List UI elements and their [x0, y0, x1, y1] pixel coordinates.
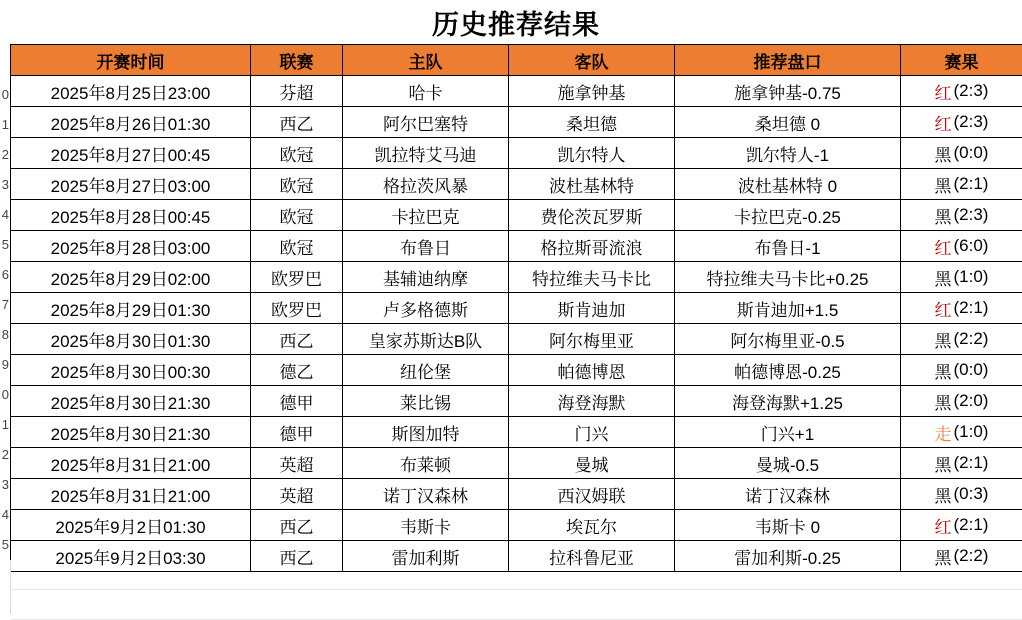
result-score: (2:3) — [954, 81, 989, 101]
result-score: (2:1) — [954, 515, 989, 535]
cell-home-team[interactable]: 卢多格德斯 — [343, 293, 509, 324]
cell-league[interactable]: 西乙 — [251, 107, 343, 138]
cell-result[interactable] — [901, 510, 1022, 541]
row-number[interactable] — [0, 44, 10, 80]
table-row — [11, 76, 1022, 107]
cell-league[interactable]: 欧冠 — [251, 138, 343, 169]
row-number[interactable]: 7 — [0, 290, 10, 320]
header-row — [11, 45, 1022, 76]
cell-home-team[interactable]: 基辅迪纳摩 — [343, 262, 509, 293]
cell-home-team[interactable]: 诺丁汉森林 — [343, 479, 509, 510]
cell-time[interactable]: 2025年8月28日00:45 — [11, 200, 251, 231]
cell-result[interactable] — [901, 76, 1022, 107]
cell-league[interactable]: 欧冠 — [251, 200, 343, 231]
result-mark: 黑 — [935, 265, 952, 290]
empty-row[interactable] — [11, 590, 1022, 620]
cell-pick[interactable]: 桑坦德 0 — [675, 107, 901, 138]
result-mark: 红 — [935, 110, 952, 135]
cell-time[interactable]: 2025年9月2日03:30 — [11, 541, 251, 572]
row-number[interactable] — [0, 0, 10, 44]
cell-away-team[interactable]: 拉科鲁尼亚 — [509, 541, 675, 572]
cell-league[interactable]: 西乙 — [251, 510, 343, 541]
table-row — [11, 262, 1022, 293]
cell-league[interactable]: 西乙 — [251, 541, 343, 572]
result-score: (1:0) — [954, 422, 989, 442]
result-mark: 黑 — [935, 172, 952, 197]
result-mark: 黑 — [935, 141, 952, 166]
table-row — [11, 107, 1022, 138]
result-score: (2:3) — [954, 112, 989, 132]
result-mark: 红 — [935, 296, 952, 321]
title-band — [10, 0, 1022, 44]
cell-away-team[interactable]: 阿尔梅里亚 — [509, 324, 675, 355]
cell-pick[interactable]: 雷加利斯-0.25 — [675, 541, 901, 572]
result-mark: 黑 — [935, 203, 952, 228]
cell-home-team[interactable]: 莱比锡 — [343, 386, 509, 417]
column-header-home[interactable]: 主队 — [343, 45, 509, 76]
table-row — [11, 355, 1022, 386]
cell-league[interactable]: 英超 — [251, 479, 343, 510]
cell-time[interactable]: 2025年8月29日02:00 — [11, 262, 251, 293]
cell-time[interactable]: 2025年9月2日01:30 — [11, 510, 251, 541]
cell-time[interactable]: 2025年8月27日00:45 — [11, 138, 251, 169]
cell-result[interactable] — [901, 355, 1022, 386]
cell-away-team[interactable]: 西汉姆联 — [509, 479, 675, 510]
cell-home-team[interactable]: 雷加利斯 — [343, 541, 509, 572]
cell-away-team[interactable]: 海登海默 — [509, 386, 675, 417]
result-mark: 红 — [935, 234, 952, 259]
cell-result[interactable] — [901, 262, 1022, 293]
column-header-away[interactable]: 客队 — [509, 45, 675, 76]
cell-time[interactable]: 2025年8月26日01:30 — [11, 107, 251, 138]
cell-result[interactable] — [901, 293, 1022, 324]
cell-pick[interactable]: 阿尔梅里亚-0.5 — [675, 324, 901, 355]
cell-home-team[interactable]: 斯图加特 — [343, 417, 509, 448]
cell-time[interactable]: 2025年8月30日00:30 — [11, 355, 251, 386]
cell-time[interactable]: 2025年8月25日23:00 — [11, 76, 251, 107]
result-score: (6:0) — [954, 236, 989, 256]
cell-pick[interactable]: 凯尔特人-1 — [675, 138, 901, 169]
table-row — [11, 324, 1022, 355]
table-row — [11, 448, 1022, 479]
cell-result[interactable] — [901, 386, 1022, 417]
cell-pick[interactable]: 卡拉巴克-0.25 — [675, 200, 901, 231]
result-mark: 黑 — [935, 482, 952, 507]
cell-away-team[interactable]: 特拉维夫马卡比 — [509, 262, 675, 293]
cell-away-team[interactable]: 费伦茨瓦罗斯 — [509, 200, 675, 231]
result-score: (2:3) — [954, 205, 989, 225]
table-header — [11, 45, 1022, 76]
column-header-time[interactable]: 开赛时间 — [11, 45, 251, 76]
result-score: (2:1) — [954, 174, 989, 194]
row-number[interactable]: 6 — [0, 260, 10, 290]
cell-away-team[interactable]: 门兴 — [509, 417, 675, 448]
cell-time[interactable]: 2025年8月31日21:00 — [11, 479, 251, 510]
row-number[interactable]: 4 — [0, 200, 10, 230]
table-row — [11, 169, 1022, 200]
result-mark: 黑 — [935, 451, 952, 476]
cell-league[interactable]: 欧罗巴 — [251, 293, 343, 324]
table-row — [11, 138, 1022, 169]
cell-home-team[interactable]: 阿尔巴塞特 — [343, 107, 509, 138]
column-header-result[interactable]: 赛果 — [901, 45, 1022, 76]
cell-home-team[interactable]: 布鲁日 — [343, 231, 509, 262]
result-score: (0:0) — [954, 143, 989, 163]
cell-league[interactable]: 欧罗巴 — [251, 262, 343, 293]
cell-time[interactable]: 2025年8月30日21:30 — [11, 417, 251, 448]
cell-away-team[interactable]: 桑坦德 — [509, 107, 675, 138]
cell-home-team[interactable]: 韦斯卡 — [343, 510, 509, 541]
cell-away-team[interactable]: 斯肯迪加 — [509, 293, 675, 324]
cell-pick[interactable]: 诺丁汉森林 — [675, 479, 901, 510]
cell-time[interactable]: 2025年8月28日03:00 — [11, 231, 251, 262]
row-number[interactable]: 4 — [0, 500, 10, 530]
cell-pick[interactable]: 帕德博恩-0.25 — [675, 355, 901, 386]
result-mark: 走 — [935, 420, 952, 445]
cell-time[interactable]: 2025年8月27日03:00 — [11, 169, 251, 200]
cell-league[interactable]: 欧冠 — [251, 169, 343, 200]
cell-result[interactable] — [901, 138, 1022, 169]
result-mark: 黑 — [935, 327, 952, 352]
cell-pick[interactable]: 门兴+1 — [675, 417, 901, 448]
cell-result[interactable] — [901, 448, 1022, 479]
cell-away-team[interactable]: 施拿钟基 — [509, 76, 675, 107]
cell-league[interactable]: 西乙 — [251, 324, 343, 355]
cell-home-team[interactable]: 纽伦堡 — [343, 355, 509, 386]
cell-result[interactable] — [901, 479, 1022, 510]
row-number[interactable]: 8 — [0, 320, 10, 350]
cell-result[interactable] — [901, 231, 1022, 262]
row-number[interactable]: 2 — [0, 140, 10, 170]
result-score: (2:1) — [954, 453, 989, 473]
history-results-table — [10, 44, 1022, 572]
cell-home-team[interactable]: 卡拉巴克 — [343, 200, 509, 231]
row-number[interactable]: 1 — [0, 110, 10, 140]
cell-result[interactable] — [901, 107, 1022, 138]
cell-pick[interactable]: 特拉维夫马卡比+0.25 — [675, 262, 901, 293]
result-score: (2:2) — [954, 546, 989, 566]
cell-time[interactable]: 2025年8月29日01:30 — [11, 293, 251, 324]
column-header-pick[interactable]: 推荐盘口 — [675, 45, 901, 76]
cell-league[interactable]: 芬超 — [251, 76, 343, 107]
cell-home-team[interactable]: 凯拉特艾马迪 — [343, 138, 509, 169]
row-number[interactable]: 5 — [0, 230, 10, 260]
cell-pick[interactable]: 韦斯卡 0 — [675, 510, 901, 541]
cell-pick[interactable]: 布鲁日-1 — [675, 231, 901, 262]
table-row — [11, 510, 1022, 541]
result-mark: 红 — [935, 513, 952, 538]
cell-home-team[interactable]: 哈卡 — [343, 76, 509, 107]
cell-league[interactable]: 欧冠 — [251, 231, 343, 262]
result-mark: 黑 — [935, 389, 952, 414]
result-score: (1:0) — [954, 267, 989, 287]
cell-league[interactable]: 德乙 — [251, 355, 343, 386]
result-score: (2:1) — [954, 298, 989, 318]
result-score: (0:0) — [954, 360, 989, 380]
empty-row[interactable] — [11, 560, 1022, 590]
cell-away-team[interactable]: 凯尔特人 — [509, 138, 675, 169]
cell-league[interactable]: 英超 — [251, 448, 343, 479]
result-score: (2:0) — [954, 391, 989, 411]
table-row — [11, 200, 1022, 231]
result-mark: 黑 — [935, 544, 952, 569]
row-number[interactable]: 3 — [0, 470, 10, 500]
empty-rows-area — [10, 560, 1022, 614]
table-row — [11, 293, 1022, 324]
cell-result[interactable] — [901, 324, 1022, 355]
row-number[interactable]: 5 — [0, 530, 10, 560]
row-number[interactable]: 3 — [0, 170, 10, 200]
cell-home-team[interactable]: 布莱顿 — [343, 448, 509, 479]
row-number[interactable]: 0 — [0, 80, 10, 110]
cell-away-team[interactable]: 格拉斯哥流浪 — [509, 231, 675, 262]
row-number[interactable] — [0, 560, 10, 590]
row-number[interactable]: 1 — [0, 410, 10, 440]
cell-pick[interactable]: 斯肯迪加+1.5 — [675, 293, 901, 324]
cell-away-team[interactable]: 波杜基林特 — [509, 169, 675, 200]
cell-result[interactable] — [901, 169, 1022, 200]
row-number[interactable]: 9 — [0, 350, 10, 380]
table-row — [11, 231, 1022, 262]
page-title: 历史推荐结果 — [432, 3, 600, 42]
cell-time[interactable]: 2025年8月31日21:00 — [11, 448, 251, 479]
row-number[interactable]: 0 — [0, 380, 10, 410]
cell-pick[interactable]: 施拿钟基-0.75 — [675, 76, 901, 107]
cell-pick[interactable]: 曼城-0.5 — [675, 448, 901, 479]
cell-pick[interactable]: 波杜基林特 0 — [675, 169, 901, 200]
result-mark: 红 — [935, 79, 952, 104]
row-number[interactable]: 2 — [0, 440, 10, 470]
row-number[interactable] — [0, 590, 10, 614]
cell-away-team[interactable]: 帕德博恩 — [509, 355, 675, 386]
table-row — [11, 386, 1022, 417]
table-row — [11, 417, 1022, 448]
table-body — [11, 76, 1022, 572]
cell-time[interactable]: 2025年8月30日21:30 — [11, 386, 251, 417]
cell-pick[interactable]: 海登海默+1.25 — [675, 386, 901, 417]
cell-away-team[interactable]: 曼城 — [509, 448, 675, 479]
cell-home-team[interactable]: 格拉茨风暴 — [343, 169, 509, 200]
cell-result[interactable] — [901, 200, 1022, 231]
cell-league[interactable]: 德甲 — [251, 386, 343, 417]
cell-home-team[interactable]: 皇家苏斯达B队 — [343, 324, 509, 355]
result-score: (2:2) — [954, 329, 989, 349]
result-mark: 黑 — [935, 358, 952, 383]
cell-time[interactable]: 2025年8月30日01:30 — [11, 324, 251, 355]
table-row — [11, 479, 1022, 510]
cell-away-team[interactable]: 埃瓦尔 — [509, 510, 675, 541]
cell-result[interactable] — [901, 417, 1022, 448]
cell-league[interactable]: 德甲 — [251, 417, 343, 448]
column-header-league[interactable]: 联赛 — [251, 45, 343, 76]
result-score: (0:3) — [954, 484, 989, 504]
